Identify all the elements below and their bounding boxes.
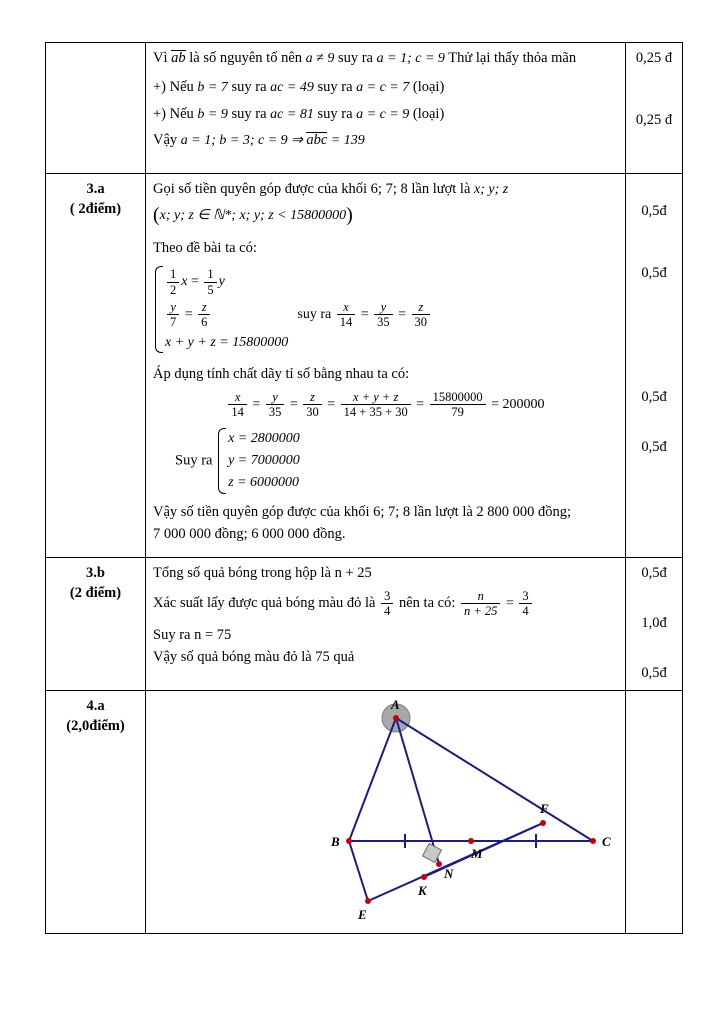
text: nên ta có: — [395, 594, 456, 611]
score-value: 0,5đ — [641, 203, 667, 220]
answer-sheet-page — [45, 42, 682, 934]
text: Xác suất lấy được quả bóng màu đỏ là — [153, 594, 380, 611]
answer-line: Vậy số quả bóng màu đỏ là 75 quả — [153, 648, 355, 665]
system-of-equations — [153, 264, 618, 355]
text: suy ra — [313, 105, 357, 122]
point-a-dot — [393, 715, 399, 721]
question-points: (2 điểm) — [69, 584, 122, 601]
answer-line: Tổng số quả bóng trong hộp là n + 25 — [153, 564, 372, 581]
math: b = 9 — [197, 106, 228, 122]
math: ac = 81 — [270, 106, 314, 122]
math: x; y; z ∈ ℕ*; x; y; z < 15800000 — [159, 207, 347, 223]
answer-line: Suy ra n = 75 — [153, 626, 232, 643]
point-k-dot — [421, 874, 427, 880]
point-f-dot — [540, 820, 546, 826]
question-points: ( 2điểm) — [69, 201, 122, 218]
answer-line — [153, 104, 618, 124]
segment-ac — [396, 718, 593, 841]
question-label: 3.a — [86, 181, 105, 198]
point-label-b: B — [331, 833, 340, 849]
question-label: 4.a — [86, 697, 105, 714]
point-label-n: N — [444, 865, 454, 881]
fraction: $\frac{z}{6}$ — [198, 300, 210, 330]
suy-ra-label: suy ra — [297, 307, 332, 322]
sys-row: $\frac{1}{2}$ x = $\frac{1}{5}$ y — [165, 267, 432, 297]
text: +) Nếu — [153, 105, 198, 122]
sys-row: x + y + z = 15800000 — [165, 334, 289, 350]
text: suy ra — [334, 50, 377, 66]
text: Thử lại thấy thỏa mãn — [444, 50, 577, 66]
sys-row: $\frac{y}{7}$ = $\frac{z}{6}$ suy ra $\frac{x}{14}$ = $\frac{y}{35}$ = $\frac{z}{30}$ — [165, 300, 432, 330]
question-label-cell — [46, 43, 146, 174]
math: = 139 — [327, 132, 365, 148]
fraction: $\frac{1}{5}$ — [204, 267, 216, 297]
answer-line: Áp dụng tính chất dãy tỉ số bằng nhau ta có: — [153, 365, 410, 382]
question-label-cell — [46, 174, 146, 557]
sys-brace — [216, 426, 300, 496]
text: suy ra — [227, 79, 271, 96]
paren-close: ) — [346, 203, 353, 226]
paren-open: ( — [153, 203, 160, 226]
point-e-dot — [365, 898, 371, 904]
math: ac = 49 — [270, 80, 314, 96]
fraction: $\frac{z}{30}$ — [303, 390, 322, 420]
fraction: $\frac{3}{4}$ — [381, 589, 393, 619]
segment-b-e — [349, 841, 368, 901]
table-row — [46, 557, 683, 690]
table-row — [46, 690, 683, 933]
math: a ≠ 9 — [305, 51, 335, 66]
score-cell — [626, 43, 683, 174]
point-label-k: K — [418, 882, 427, 898]
segment-e-a-hidden — [368, 718, 396, 901]
text: Vậy — [153, 131, 181, 148]
fraction: $\frac{1}{2}$ — [167, 267, 179, 297]
score-cell — [626, 174, 683, 557]
text: suy ra — [313, 79, 357, 96]
table-row — [46, 174, 683, 557]
answer-body-cell — [146, 43, 626, 174]
math: a = c = 9 — [356, 106, 410, 122]
text: Vì — [153, 50, 172, 66]
text: suy ra — [227, 105, 271, 122]
math: b = 7 — [197, 80, 228, 96]
text: Gọi số tiền quyên góp được của khối 6; 7; 8 lần lượt là — [153, 181, 475, 198]
point-c-dot — [590, 838, 596, 844]
text: (loại) — [409, 105, 445, 122]
score-value: 0,5đ — [641, 389, 667, 406]
answer-line — [153, 48, 618, 68]
answer-line: Theo đề bài ta có: — [153, 240, 257, 257]
answer-line — [153, 589, 618, 619]
answer-line — [153, 179, 618, 199]
fraction: $\frac{3}{4}$ — [519, 589, 531, 619]
answer-line — [153, 77, 618, 97]
answer-line — [153, 426, 618, 496]
fraction: $\frac{n}{n + 25}$ — [461, 589, 500, 619]
score-value: 0,5đ — [641, 265, 667, 282]
fraction: $\frac{y}{35}$ — [266, 390, 285, 420]
table-row — [46, 43, 683, 174]
question-points: (2,0điểm) — [66, 717, 125, 734]
point-b-dot — [346, 838, 352, 844]
score-value: 0,5đ — [641, 564, 667, 581]
geometry-diagram-svg — [153, 696, 631, 924]
point-m-dot — [468, 838, 474, 844]
ratio-equation: $\frac{x}{14}$ = $\frac{y}{35}$ = $\frac{z}{30}$ = $\frac{x + y + z}{14 + 35 + 30}$ = $\frac{15800000}{79}$ = 200000 — [153, 390, 618, 420]
probability-equation: $\frac{n}{n + 25}$ = $\frac{3}{4}$ — [459, 596, 534, 611]
score-value: 1,0đ — [641, 614, 667, 631]
fraction: $\frac{y}{35}$ — [374, 300, 393, 330]
math: a = 1; c = 9 — [376, 51, 445, 66]
score-value: 0,5đ — [641, 664, 667, 681]
score-value: 0,25 đ — [635, 112, 673, 128]
overline-abc: abc — [306, 131, 328, 148]
point-label-e: E — [358, 906, 367, 922]
score-value: 0,25 đ — [635, 50, 673, 66]
answer-body-cell — [146, 557, 626, 690]
point-label-a: A — [391, 696, 400, 712]
text: là số nguyên tố nên — [185, 50, 306, 66]
geometry-figure — [153, 696, 631, 924]
question-label-cell — [46, 557, 146, 690]
math: x; y; z — [474, 182, 509, 198]
math: a = c = 7 — [356, 80, 410, 96]
answer-line: Vậy số tiền quyên góp được của khối 6; 7; 8 lần lượt là 2 800 000 đồng; — [153, 503, 572, 520]
fraction: $\frac{y}{7}$ — [167, 300, 179, 330]
question-label-cell — [46, 690, 146, 933]
sys-row: x = 2800000 — [228, 430, 300, 446]
point-label-m: M — [471, 845, 483, 861]
math: = 200000 — [491, 397, 545, 413]
score-cell — [626, 557, 683, 690]
fraction: $\frac{15800000}{79}$ — [430, 390, 486, 420]
question-label: 3.b — [86, 564, 105, 581]
fraction: $\frac{x}{14}$ — [337, 300, 356, 330]
sys-row: z = 6000000 — [228, 475, 299, 491]
point-n-dot — [436, 861, 442, 867]
point-label-f: F — [540, 800, 549, 816]
sys-brace — [153, 264, 432, 355]
fraction: $\frac{z}{30}$ — [412, 300, 431, 330]
score-cell — [626, 690, 683, 933]
text: (loại) — [409, 79, 445, 96]
answer-body-cell — [146, 174, 626, 557]
math: a = 1; b = 3; c = 9 ⇒ — [180, 132, 307, 148]
segment-ab — [349, 718, 396, 841]
answer-table — [45, 42, 683, 934]
answer-line: 7 000 000 đồng; 6 000 000 đồng. — [153, 525, 346, 542]
fraction: $\frac{x + y + z}{14 + 35 + 30}$ — [341, 390, 411, 420]
geometry-figure-cell — [146, 690, 626, 933]
text: Suy ra — [175, 452, 213, 469]
answer-line — [153, 130, 618, 150]
point-label-c: C — [602, 833, 611, 849]
sys-row: y = 7000000 — [228, 453, 300, 469]
answer-condition — [153, 202, 618, 230]
score-value: 0,5đ — [641, 439, 667, 456]
text: +) Nếu — [153, 79, 198, 96]
overline-ab: ab — [171, 50, 186, 66]
fraction: $\frac{x}{14}$ — [228, 390, 247, 420]
